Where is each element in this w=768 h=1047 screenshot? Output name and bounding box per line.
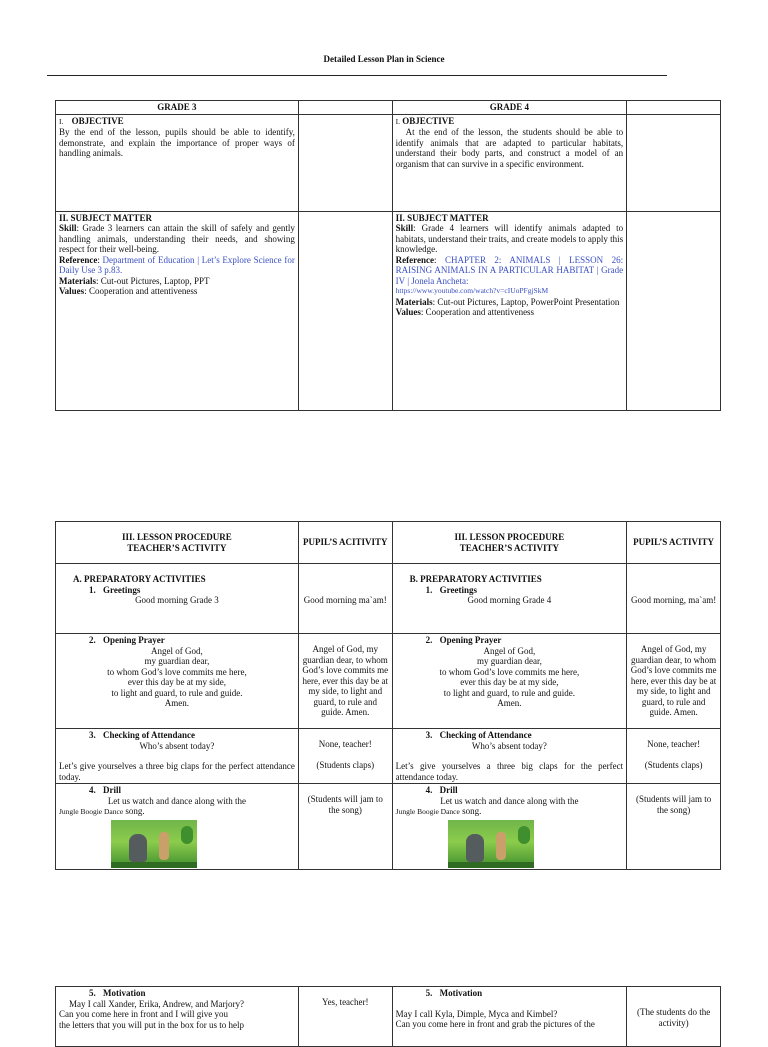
grade3-procedure-title: III. LESSON PROCEDURE <box>122 532 232 542</box>
objectives-table <box>55 100 721 411</box>
grade4-reference-link[interactable]: CHAPTER 2: ANIMALS | LESSON 26: RAISING ANIMALS IN A PARTICULAR HABITAT | Grade IV | Jonela Ancheta: <box>395 254 624 286</box>
grade3-attendance <box>56 729 299 784</box>
objectives-header-row <box>56 101 721 115</box>
grade3-greet-text: Good morning Grade 3 <box>135 595 219 605</box>
grade3-pupil-header: PUPIL’S ACITIVITY <box>298 522 392 564</box>
grade4-mot-title: Motivation <box>439 988 483 998</box>
grade4-mot-num: 5. <box>425 988 433 998</box>
grade3-prayer-num: 2. <box>89 635 96 645</box>
grade4-procedure-header <box>392 522 627 564</box>
grade4-materials: : Cut-out Pictures, Laptop, PowerPoint Presentation <box>432 296 620 307</box>
grade4-att-title: Checking of Attendance <box>439 730 532 740</box>
grade3-prayer-line: Angel of God, <box>151 645 203 656</box>
grade3-mot-title: Motivation <box>103 988 146 998</box>
grade4-procedure-title: III. LESSON PROCEDURE <box>454 532 565 542</box>
grade4-drill-song-suffix: song. <box>459 806 482 816</box>
grade4-drill <box>392 784 627 870</box>
grade4-greet-pupil: Good morning, ma`am! <box>627 564 721 634</box>
grade4-mot-pupil: (The students do the activity) <box>627 987 721 1047</box>
procedure-header-row <box>56 522 721 564</box>
title-underline <box>47 75 667 76</box>
grade4-side-header <box>627 101 721 115</box>
motivation-row <box>56 987 721 1047</box>
grade4-att-pupil <box>627 729 721 784</box>
grade4-skill: : Grade 4 learners will identify animals adapted to habitats, understand their traits, and create models to apply this knowledge. <box>395 223 624 254</box>
grade3-values: : Cooperation and attentiveness <box>84 286 198 296</box>
drill-row <box>56 784 721 870</box>
grade4-prayer <box>392 634 627 729</box>
jungle-boogie-video-thumbnail[interactable] <box>448 820 534 868</box>
grade3-drill-song: Jungle Boogie Dance <box>59 807 124 816</box>
grade3-objective-num: I. <box>59 116 64 126</box>
grade3-att-pupil <box>298 729 392 784</box>
grade3-materials: : Cut-out Pictures, Laptop, PPT <box>95 275 210 286</box>
grade4-att-question: Who’s absent today? <box>471 740 547 751</box>
grade3-prayer <box>56 634 299 729</box>
grade3-drill-text: Let us watch and dance along with the <box>107 795 247 806</box>
grade4-prayer-line: to whom God’s love commits me here, <box>439 666 580 677</box>
grade3-mot-line3: the letters that you will put in the box for us to help <box>59 1019 244 1030</box>
grade3-prayer-line: to whom God’s love commits me here, <box>107 666 247 677</box>
jungle-boogie-video-thumbnail[interactable] <box>111 820 197 868</box>
grade3-reference-link[interactable]: Department of Education | Let’s Explore Science for Daily Use 3 p.83. <box>59 254 295 275</box>
grade4-drill-num: 4. <box>425 785 433 795</box>
grade4-prep-title: B. PREPARATORY ACTIVITIES <box>409 574 542 584</box>
grade4-values: : Cooperation and attentiveness <box>420 307 535 317</box>
grade4-objective-title: OBJECTIVE <box>402 115 455 126</box>
grade3-values-label: Values <box>59 286 85 296</box>
grade3-skill: : Grade 3 learners can attain the skill of safely and gently handling animals, understanding their needs, and showing respect for their well-being. <box>59 223 295 254</box>
grade3-procedure-header <box>56 522 299 564</box>
grade4-video-url[interactable]: https://www.youtube.com/watch?v=cIUoPFgjSkM <box>395 286 549 295</box>
grade4-subject-title: II. SUBJECT MATTER <box>395 212 489 223</box>
grade4-pupil-header: PUPIL’S ACTIVITY <box>627 522 721 564</box>
grade4-drill-title: Drill <box>439 785 458 795</box>
grade4-materials-label: Materials <box>395 296 433 307</box>
grade4-mot-line2: Can you come here in front and grab the pictures of the <box>395 1019 595 1029</box>
grade3-att-answer: None, teacher! <box>318 739 372 749</box>
grade3-mot-num: 5. <box>89 988 96 998</box>
grade4-prayer-num: 2. <box>425 635 433 645</box>
grade3-materials-label: Materials <box>59 275 96 286</box>
grade4-objective-text: At the end of the lesson, the students should be able to identify animals that are adapted to particular habitats, understand their body parts, and construct a model of an organism that can survive in a specific environment. <box>395 127 624 169</box>
subject-matter-row <box>56 211 721 410</box>
grade4-prayer-title: Opening Prayer <box>439 635 502 645</box>
grade3-subject-side <box>298 211 392 410</box>
grade3-prayer-line: my guardian dear, <box>144 656 210 666</box>
grade3-prayer-pupil: Angel of God, my guardian dear, to whom God’s love commits me here, ever this day be at my side, to light and guard, to rule and guide. Amen. <box>298 634 392 729</box>
grade3-att-question: Who’s absent today? <box>139 740 215 751</box>
grade3-motivation <box>56 987 299 1047</box>
grade3-prayer-line: to light and guard, to rule and guide. <box>111 687 243 698</box>
grade4-att-claps-pupil: (Students claps) <box>644 759 703 770</box>
grade4-prayer-line: Angel of God, <box>483 645 536 656</box>
grade3-subject-title: II. SUBJECT MATTER <box>59 212 152 223</box>
grade4-skill-label: Skill <box>395 223 414 233</box>
grade4-motivation <box>392 987 627 1047</box>
grade3-drill-pupil: (Students will jam to the song) <box>298 784 392 870</box>
grade4-prayer-line: my guardian dear, <box>476 656 542 666</box>
grade4-objective-num: I. <box>395 116 401 126</box>
grade3-drill <box>56 784 299 870</box>
procedure-table <box>55 521 721 870</box>
grade3-objective-title: OBJECTIVE <box>71 115 124 126</box>
objective-row <box>56 114 721 211</box>
grade4-drill-pupil: (Students will jam to the song) <box>627 784 721 870</box>
grade4-teacher-activity-title: TEACHER’S ACTIVITY <box>459 542 560 553</box>
grade3-skill-label: Skill <box>59 223 77 233</box>
grade3-att-title: Checking of Attendance <box>103 730 195 740</box>
grade3-att-num: 3. <box>89 730 96 740</box>
grade3-subject-matter: II. SUBJECT MATTER Skill: Grade 3 learners can attain the skill of safely and gently handling animals, understanding their needs, and showing respect for their well-being. Reference: Department of Education | Let’s Explore Science for Daily Use 3 p.83. Materials: Cut-out Pictures, Laptop, PPT Values: Cooperation and attentiveness <box>56 211 299 410</box>
grade4-att-claps: Let’s give yourselves a three big claps for the perfect attendance today. <box>395 761 624 782</box>
document-title: Detailed Lesson Plan in Science <box>323 54 445 64</box>
grade4-mot-line1: May I call Kyla, Dimple, Myca and Kimbel? <box>395 1008 558 1019</box>
grade3-header: GRADE 3 <box>56 101 299 115</box>
grade3-mot-line1: May I call Xander, Erika, Andrew, and Marjory? <box>69 998 244 1009</box>
grade3-att-claps-pupil: (Students claps) <box>316 759 375 770</box>
grade3-att-claps: Let’s give yourselves a three big claps for the perfect attendance today. <box>59 761 295 782</box>
grade3-prep-title: A. PREPARATORY ACTIVITIES <box>73 574 206 584</box>
grade3-greetings <box>56 564 299 634</box>
grade3-drill-song-suffix: song. <box>123 806 145 816</box>
grade4-objective <box>392 114 627 211</box>
grade3-objective <box>56 114 299 211</box>
grade3-greet-title: Greetings <box>103 584 141 595</box>
grade3-mot-line2: Can you come here in front and I will give you <box>59 1009 228 1019</box>
grade4-greet-title: Greetings <box>439 584 477 595</box>
grade3-mot-pupil: Yes, teacher! <box>298 987 392 1047</box>
grade4-drill-text: Let us watch and dance along with the <box>440 795 579 806</box>
grade3-drill-title: Drill <box>103 785 121 795</box>
grade4-att-answer: None, teacher! <box>647 739 701 749</box>
grade4-prayer-line: to light and guard, to rule and guide. <box>443 687 576 698</box>
grade3-objective-side <box>298 114 392 211</box>
grade4-subject-side <box>627 211 721 410</box>
grade3-objective-text: By the end of the lesson, pupils should be able to identify, demonstrate, and explain the importance of proper ways of handling animals. <box>59 127 295 158</box>
grade3-prayer-line: Amen. <box>164 698 190 708</box>
grade3-prayer-title: Opening Prayer <box>103 635 165 645</box>
grade3-teacher-activity-title: TEACHER’S ACTIVITY <box>127 542 227 553</box>
grade4-header: GRADE 4 <box>392 101 627 115</box>
grade4-prayer-line: ever this day be at my side, <box>460 677 559 687</box>
greetings-row <box>56 564 721 634</box>
grade4-objective-side <box>627 114 721 211</box>
grade4-greetings <box>392 564 627 634</box>
grade4-reference-label: Reference <box>395 254 434 265</box>
grade3-reference-label: Reference <box>59 254 98 265</box>
grade3-prayer-line: ever this day be at my side, <box>127 677 227 687</box>
grade3-drill-num: 4. <box>89 785 96 795</box>
grade4-att-num: 3. <box>425 730 433 740</box>
grade3-greet-pupil: Good morning ma`am! <box>298 564 392 634</box>
grade4-prayer-line: Amen. <box>497 698 522 708</box>
grade4-attendance <box>392 729 627 784</box>
grade4-subject-matter: II. SUBJECT MATTER Skill: Grade 4 learners will identify animals adapted to habitats, understand their traits, and create models to apply this knowledge. Reference: CHAPTER 2: ANIMALS | LESSON 26: RAISING ANIMALS IN A PARTICULAR HABITAT | Grade IV | Jonela Ancheta: https://www.youtube.com/watch?v=cIUoPFgjSkM Materials: Cut-out Pictures, Laptop, PowerPoint Presentation Values: Cooperation and attentiveness <box>392 211 627 410</box>
grade4-greet-text: Good morning Grade 4 <box>467 595 552 605</box>
motivation-table <box>55 986 721 1047</box>
grade3-side-header <box>298 101 392 115</box>
grade4-drill-song: Jungle Boogie Dance <box>395 807 460 816</box>
attendance-row <box>56 729 721 784</box>
grade4-prayer-pupil: Angel of God, my guardian dear, to whom God’s love commits me here, ever this day be at my side, to light and guard, to rule and guide. Amen. <box>627 634 721 729</box>
grade4-greet-num: 1. <box>425 584 433 595</box>
grade3-greet-num: 1. <box>89 584 96 595</box>
grade4-values-label: Values <box>395 307 421 317</box>
prayer-row <box>56 634 721 729</box>
